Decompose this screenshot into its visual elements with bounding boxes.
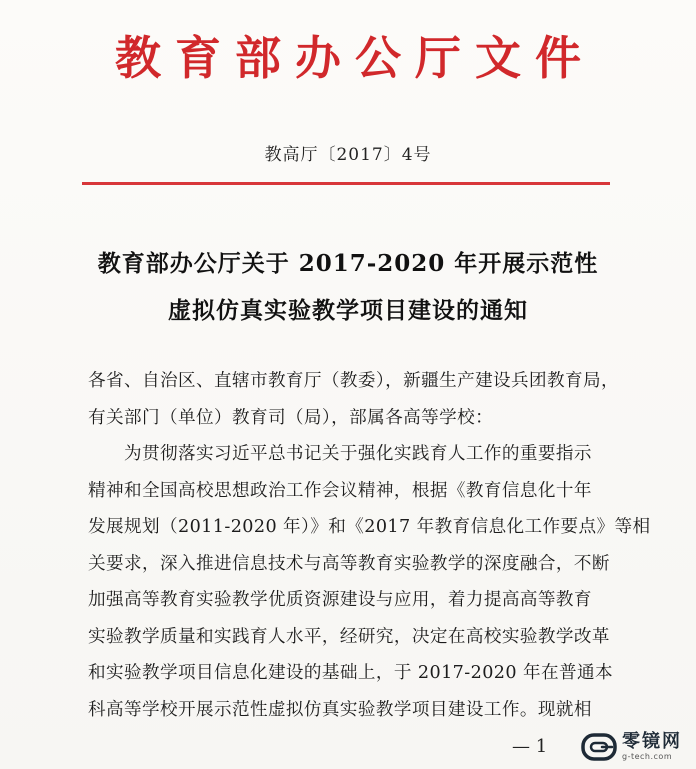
site-watermark: [580, 727, 692, 767]
body-line: 精神和全国高校思想政治工作会议精神，根据《教育信息化十年: [88, 481, 592, 501]
red-divider-rule: [82, 182, 610, 185]
body-line: 有关部门（单位）教育司（局），部属各高等学校：: [88, 408, 494, 428]
document-number: 教高厅〔2017〕4号: [264, 145, 432, 165]
watermark-brand: 零镜网: [622, 731, 682, 752]
notice-title-line-2: 虚拟仿真实验教学项目建设的通知: [168, 297, 528, 324]
zeroglass-logo-icon: [580, 732, 618, 762]
agency-header: 教育部办公厅文件: [115, 31, 595, 85]
body-line: 科高等学校开展示范性虚拟仿真实验教学项目建设工作。现就相: [88, 700, 592, 720]
body-line: 各省、自治区、直辖市教育厅（教委），新疆生产建设兵团教育局，: [88, 371, 620, 391]
page-number: — 1: [512, 736, 548, 757]
body-line: 为贯彻落实习近平总书记关于强化实践育人工作的重要指示: [88, 444, 592, 464]
body-line: 实验教学质量和实践育人水平，经研究，决定在高校实验教学改革: [88, 627, 610, 647]
body-line: 和实验教学项目信息化建设的基础上，于 2017-2020 年在普通本: [88, 663, 613, 683]
body-line: 发展规划（2011-2020 年）》和《2017 年教育信息化工作要点》等相: [88, 517, 651, 537]
notice-title-line-1: 教育部办公厅关于 2017-2020 年开展示范性: [97, 250, 599, 277]
watermark-url: g-tech.com: [622, 752, 673, 761]
body-line: 关要求，深入推进信息技术与高等教育实验教学的深度融合，不断: [88, 554, 610, 574]
body-line: 加强高等教育实验教学优质资源建设与应用，着力提高高等教育: [88, 590, 592, 610]
